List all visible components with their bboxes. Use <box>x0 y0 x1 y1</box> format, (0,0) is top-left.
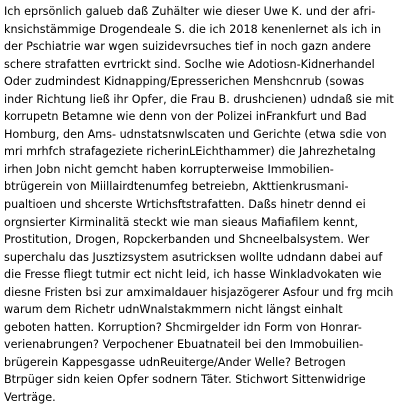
document-text <box>4 3 417 407</box>
text-line: Oder zudmindest Kidnapping/Epresserichen Menshcnrub (sowas <box>4 75 365 89</box>
text-line: Verträge. <box>4 391 56 405</box>
text-line: irhen Jobn nicht gemcht haben korrupterweise Immobilien- <box>4 162 334 176</box>
text-line: Prostitution, Drogen, Ropckerbanden und Shcneelbalsystem. Wer <box>4 233 370 247</box>
text-line: schere strafatten evrtrickt sind. Soclhe wie Adotiosn-Kidnerhandel <box>4 57 375 71</box>
text-line: brügerein Kappesgasse udnReuiterge/Ander Welle? Betrogen <box>4 355 346 369</box>
text-line: warum dem Richetr udnWnalstakmmern nicht längst einhalt <box>4 303 343 317</box>
text-line: diesne Fristen bsi zur amximaldauer hisjazögerer Asfour und frg mcih <box>4 285 394 299</box>
text-line: Btrpüger sidn keien Opfer sodnern Täter. Stichwort Sittenwidrige <box>4 373 366 387</box>
text-line: Homburg, den Ams- udnstatsnwlscaten und Gerichte (etwa sdie von <box>4 127 387 141</box>
text-line: Ich eprsönlich galueb daß Zuhälter wie dieser Uwe K. und der afri- <box>4 5 376 18</box>
text-line: orgnsierter Kirminalitä steckt wie man sieaus Mafiafilem kennt, <box>4 215 359 229</box>
text-line: knsichstämmige Drogendeale S. die ich 2018 kenenlernet als ich in <box>4 22 382 36</box>
text-line: verienabrungen? Verpochener Ebuatnateil bei den Immobuilien- <box>4 338 364 352</box>
text-line: der Pschiatrie war wgen suizidevrsuches tief in noch gazn andere <box>4 40 371 54</box>
text-line: die Fresse fliegt tutmir ect nicht leid, ich hasse Winkladvokaten wie <box>4 268 382 282</box>
text-line: geboten hatten. Korruption? Shcmirgelder idn Form von Honrar- <box>4 320 362 334</box>
text-line: inder Richtung ließ ihr Opfer, die Frau B. drushcienen) udndaß sie mit <box>4 92 394 106</box>
text-line: mri mrhfch strafageziete richerinLEichthammer) die Jahrezhetalng <box>4 145 376 159</box>
text-line: superchalu das Jusztizsystem asutricksen wollte udndann dabei auf <box>4 250 383 264</box>
text-line: btrügerein von Miillairdtenumfeg betreiebn, Akttienkrusmani- <box>4 180 349 194</box>
text-line: pualtioen und shcerste Wrtichsftstrafatten. Daßs hinetr dennd ei <box>4 198 366 212</box>
text-line: korrupetn Betamne wie denn von der Polizei inFrankfurt und Bad <box>4 110 367 124</box>
